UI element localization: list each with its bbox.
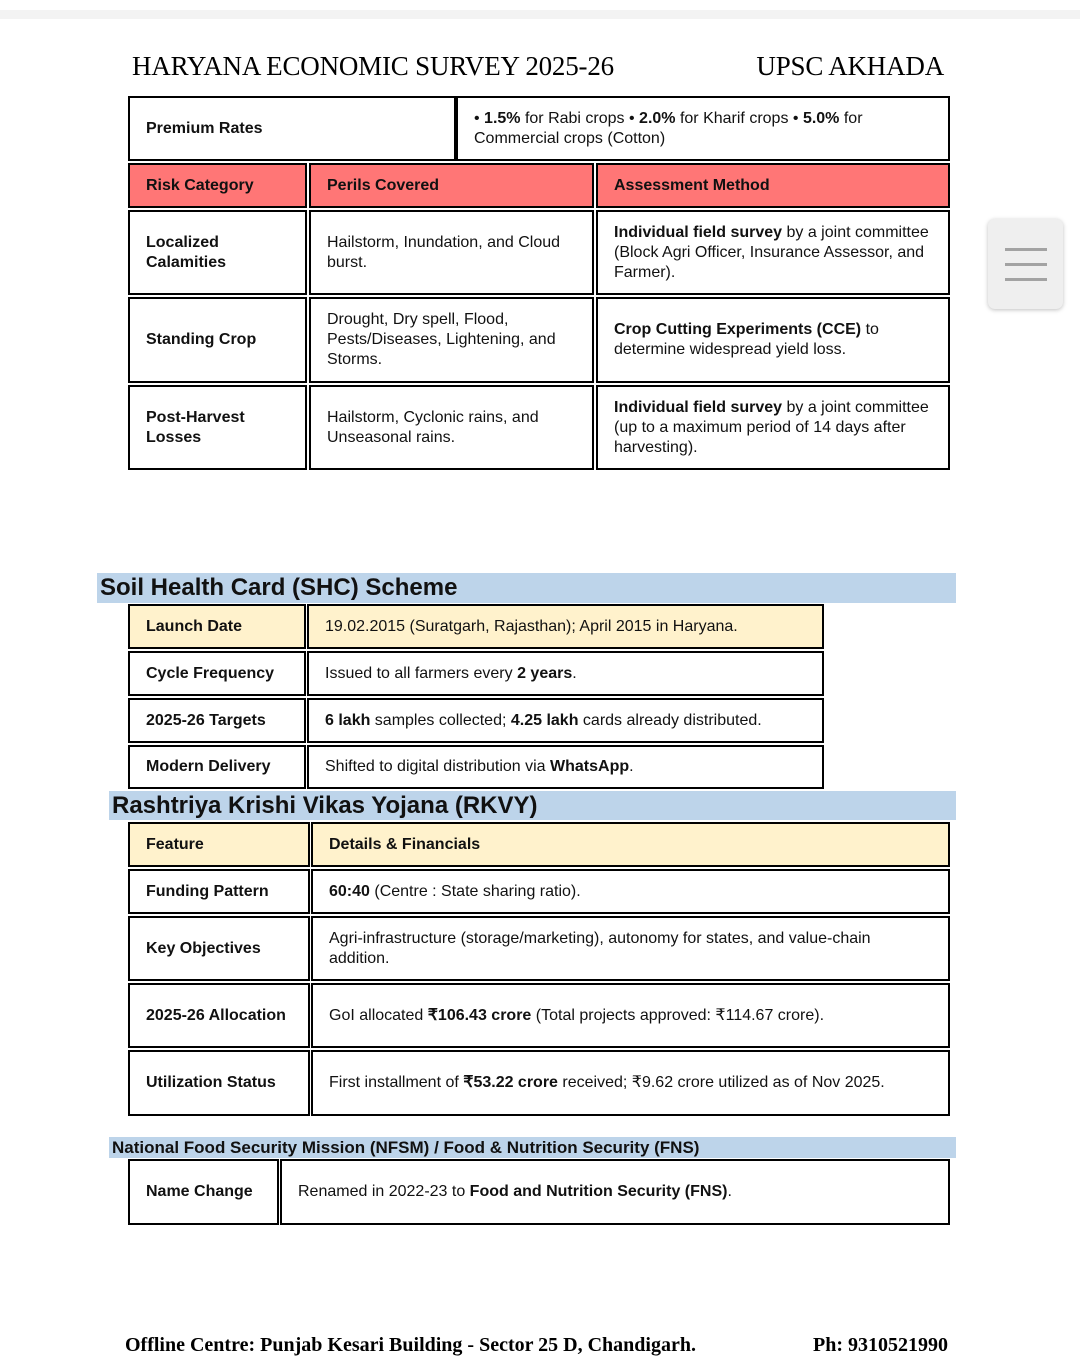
shc-row-value: 19.02.2015 (Suratgarh, Rajasthan); April 2015 in Haryana. xyxy=(307,604,824,649)
top-bar xyxy=(0,10,1080,19)
risk-row-method: Crop Cutting Experiments (CCE) to determine widespread yield loss. xyxy=(596,297,950,383)
rkvy-row-value: Agri-infrastructure (storage/marketing), autonomy for states, and value-chain addition. xyxy=(311,916,950,981)
hamburger-menu-icon xyxy=(1005,263,1047,266)
rkvy-row-label: Utilization Status xyxy=(128,1050,310,1116)
rkvy-row-label: Key Objectives xyxy=(128,916,310,981)
risk-row-method: Individual field survey by a joint committee (Block Agri Officer, Insurance Assessor, and Farmer). xyxy=(596,210,950,295)
section-title-shc: Soil Health Card (SHC) Scheme xyxy=(97,573,956,603)
rkvy-row-value: First installment of ₹53.22 crore received; ₹9.62 crore utilized as of Nov 2025. xyxy=(311,1050,950,1116)
risk-row-category: Standing Crop xyxy=(128,297,307,383)
shc-row-label: Cycle Frequency xyxy=(128,651,306,696)
document-title: HARYANA ECONOMIC SURVEY 2025-26 xyxy=(132,51,614,81)
rkvy-row-label: Funding Pattern xyxy=(128,869,310,914)
shc-row-label: Launch Date xyxy=(128,604,306,649)
premium-rates-value: • 1.5% for Rabi crops • 2.0% for Kharif crops • 5.0% for Commercial crops (Cotton) xyxy=(456,96,950,161)
hamburger-menu-icon xyxy=(1005,248,1047,251)
footer-address: Offline Centre: Punjab Kesari Building - Sector 25 D, Chandigarh. xyxy=(125,1334,696,1356)
brand-name: UPSC AKHADA xyxy=(756,51,944,81)
nfsm-row-value: Renamed in 2022-23 to Food and Nutrition Security (FNS). xyxy=(280,1159,950,1225)
risk-row-perils: Hailstorm, Inundation, and Cloud burst. xyxy=(309,210,594,295)
risk-row-perils: Hailstorm, Cyclonic rains, and Unseasonal rains. xyxy=(309,385,594,470)
shc-row-value: Issued to all farmers every 2 years. xyxy=(307,651,824,696)
shc-row-value: Shifted to digital distribution via WhatsApp. xyxy=(307,745,824,789)
shc-row-value: 6 lakh samples collected; 4.25 lakh cards already distributed. xyxy=(307,698,824,743)
risk-row-method: Individual field survey by a joint committee (up to a maximum period of 14 days after harvesting). xyxy=(596,385,950,470)
shc-row-label: Modern Delivery xyxy=(128,745,306,789)
footer-phone: Ph: 9310521990 xyxy=(813,1334,948,1356)
risk-header-perils: Perils Covered xyxy=(309,163,594,208)
risk-row-category: Post-Harvest Losses xyxy=(128,385,307,470)
hamburger-menu-icon xyxy=(1005,278,1047,281)
page-footer xyxy=(125,1332,948,1358)
rkvy-row-label: 2025-26 Allocation xyxy=(128,983,310,1048)
section-title-rkvy: Rashtriya Krishi Vikas Yojana (RKVY) xyxy=(109,791,956,820)
rkvy-header-details: Details & Financials xyxy=(311,822,950,867)
rkvy-row-value: GoI allocated ₹106.43 crore (Total projects approved: ₹114.67 crore). xyxy=(311,983,950,1048)
floating-menu-button[interactable] xyxy=(988,219,1063,309)
page-header xyxy=(132,48,944,84)
risk-row-perils: Drought, Dry spell, Flood, Pests/Diseases, Lightening, and Storms. xyxy=(309,297,594,383)
rkvy-row-value: 60:40 (Centre : State sharing ratio). xyxy=(311,869,950,914)
risk-header-method: Assessment Method xyxy=(596,163,950,208)
rkvy-header-feature: Feature xyxy=(128,822,310,867)
risk-row-category: Localized Calamities xyxy=(128,210,307,295)
shc-row-label: 2025-26 Targets xyxy=(128,698,306,743)
risk-header-category: Risk Category xyxy=(128,163,307,208)
premium-rates-label: Premium Rates xyxy=(128,96,456,161)
section-title-nfsm: National Food Security Mission (NFSM) / Food & Nutrition Security (FNS) xyxy=(109,1137,956,1158)
nfsm-row-label: Name Change xyxy=(128,1159,279,1225)
